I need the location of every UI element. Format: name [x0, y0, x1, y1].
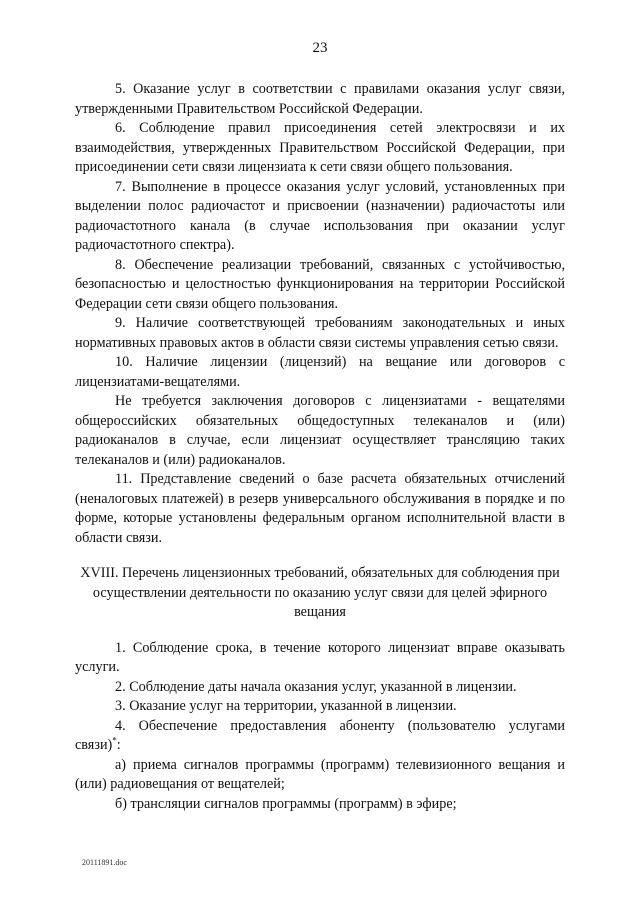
paragraph-req-2: 2. Соблюдение даты начала оказания услуг, указанной в лицензии. [115, 678, 517, 695]
paragraph-item-10: 10. Наличие лицензии (лицензий) на вещание или договоров с лицензиатами-вещателями. [75, 354, 565, 390]
paragraph-item-5: 5. Оказание услуг в соответствии с правилами оказания услуг связи, утвержденными Правительством Российской Федерации. [75, 81, 565, 117]
paragraph-item-10-note: Не требуется заключения договоров с лицензиатами - вещателями общероссийских обязательных общедоступных телеканалов и (или) радиоканалов в случае, если лицензиат осуществляет трансляцию таких телеканалов и (или) радиоканалов. [75, 393, 565, 468]
req-4-text: 4. Обеспечение предоставления абоненту (пользователю услугами связи) [75, 717, 565, 753]
paragraph-req-4 [75, 717, 565, 756]
paragraph-item-8: 8. Обеспечение реализации требований, связанных с устойчивостью, безопасностью и целостностью функционирования на территории Российской Федерации сети связи общего пользования. [75, 256, 565, 312]
section-heading: XVIII. Перечень лицензионных требований, обязательных для соблюдения при осуществлении деятельности по оказанию услуг связи для целей эфирного вещания [80, 565, 560, 620]
paragraph-item-6: 6. Соблюдение правил присоединения сетей электросвязи и их взаимодействия, утвержденных Правительством Российской Федерации, при присоединении сети связи лицензиата к сети связи общего пользования. [75, 120, 565, 175]
paragraph-item-7: 7. Выполнение в процессе оказания услуг условий, установленных при выделении полос радиочастот и присвоении (назначении) радиочастоты или радиочастотного канала (в случае использования при оказании услуг радиочастотного спектра). [75, 178, 565, 253]
subitem-a: а) приема сигналов программы (программ) телевизионного вещания и (или) радиовещания от вещателей; [75, 756, 565, 792]
footer-filename: 20111891.doc [82, 858, 127, 867]
footnote-mark[interactable]: * [112, 735, 117, 746]
paragraph-req-3: 3. Оказание услуг на территории, указанной в лицензии. [115, 698, 457, 714]
document-body [75, 80, 565, 814]
paragraph-item-11: 11. Представление сведений о базе расчета обязательных отчислений (неналоговых платежей) в резерв универсального обслуживания в порядке и по форме, которые установлены федеральным органом исполнительной власти в области связи. [75, 471, 565, 546]
page-number: 23 [312, 40, 328, 56]
paragraph-req-1: 1. Соблюдение срока, в течение которого лицензиат вправе оказывать услуги. [75, 639, 565, 675]
req-4-suffix: : [116, 737, 121, 753]
subitem-b: б) трансляции сигналов программы (программ) в эфире; [115, 795, 457, 812]
paragraph-item-9: 9. Наличие соответствующей требованиям законодательных и иных нормативных правовых актов в области связи системы управления сетью связи. [75, 315, 565, 351]
